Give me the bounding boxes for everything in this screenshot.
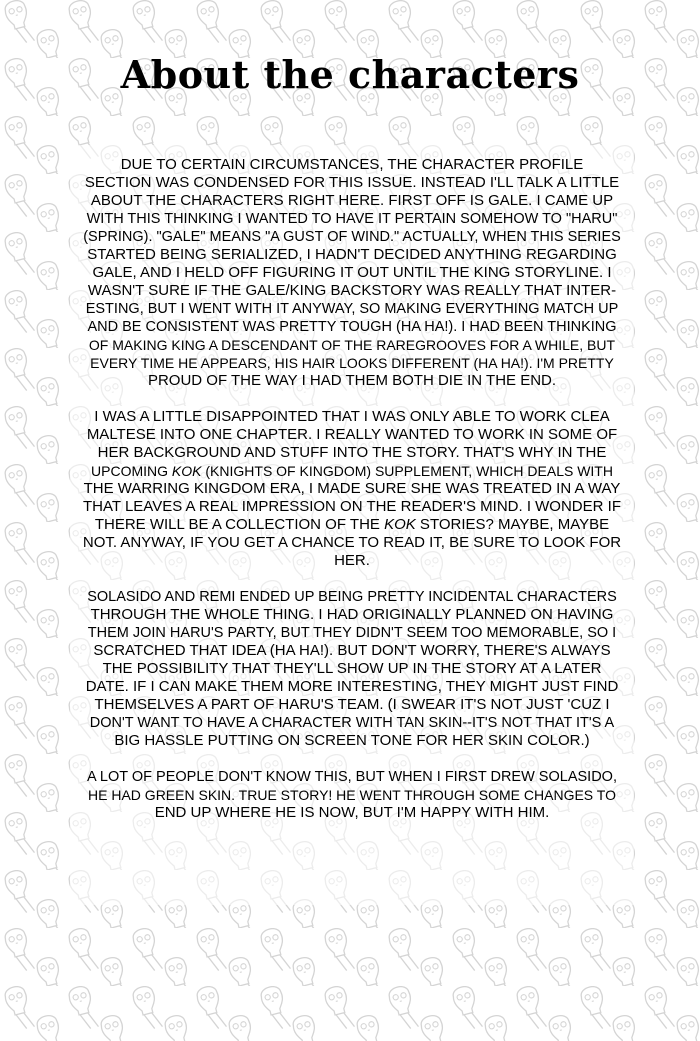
text-line: END UP WHERE HE IS NOW, BUT I'M HAPPY WITH HIM. <box>154 804 550 821</box>
paragraph-solasido-remi <box>82 588 622 750</box>
text-line: STARTED BEING SERIALIZED, I HADN'T DECIDED ANYTHING REGARDING <box>87 246 617 263</box>
paragraph-solasido-skin <box>82 768 622 822</box>
text-line: DUE TO CERTAIN CIRCUMSTANCES, THE CHARACTER PROFILE <box>120 156 584 173</box>
text-line: DATE. IF I CAN MAKE THEM MORE INTERESTING, THEY MIGHT JUST FIND <box>85 678 619 695</box>
text-line: THROUGH THE WHOLE THING. I HAD ORIGINALLY PLANNED ON HAVING <box>90 606 614 623</box>
text-line: HE HAD GREEN SKIN. TRUE STORY! HE WENT THROUGH SOME CHANGES TO <box>88 787 616 803</box>
text-line: SECTION WAS CONDENSED FOR THIS ISSUE. INSTEAD I'LL TALK A LITTLE <box>84 174 620 191</box>
text-line: THEM JOIN HARU'S PARTY, BUT THEY DIDN'T SEEM TOO MEMORABLE, SO I <box>87 625 617 641</box>
text-line: THE POSSIBILITY THAT THEY'LL SHOW UP IN THE STORY AT A LATER <box>102 660 602 677</box>
paragraph-clea <box>82 408 622 570</box>
text-line: I WAS A LITTLE DISAPPOINTED THAT I WAS ONLY ABLE TO WORK CLEA <box>94 408 610 425</box>
text-line: EVERY TIME HE APPEARS, HIS HAIR LOOKS DIFFERENT (HA HA!). I'M PRETTY <box>90 355 614 371</box>
text-line: A LOT OF PEOPLE DON'T KNOW THIS, BUT WHEN I FIRST DREW SOLASIDO, <box>87 769 617 785</box>
text-line: BIG HASSLE PUTTING ON SCREEN TONE FOR HER SKIN COLOR.) <box>114 732 590 749</box>
text-line: PROUD OF THE WAY I HAD THEM BOTH DIE IN THE END. <box>147 372 557 389</box>
text-line: AND BE CONSISTENT WAS PRETTY TOUGH (HA HA!). I HAD BEEN THINKING <box>87 319 617 335</box>
text-line: SCRATCHED THAT IDEA (HA HA!). BUT DON'T WORRY, THERE'S ALWAYS <box>93 642 611 659</box>
text-line: THAT LEAVES A REAL IMPRESSION ON THE READER'S MIND. I WONDER IF <box>83 498 621 515</box>
text-line: THE WARRING KINGDOM ERA, I MADE SURE SHE WAS TREATED IN A WAY <box>83 480 621 497</box>
text-line: THERE WILL BE A COLLECTION OF THE KOK STORIES? MAYBE, MAYBE <box>94 516 610 533</box>
text-line: MALTESE INTO ONE CHAPTER. I REALLY WANTED TO WORK IN SOME OF <box>86 426 618 443</box>
text-line: WITH THIS THINKING I WANTED TO HAVE IT PERTAIN SOMEHOW TO "HARU" <box>86 211 618 227</box>
body-text <box>82 156 622 822</box>
text-line: NOT. ANYWAY, IF YOU GET A CHANCE TO READ IT, BE SURE TO LOOK FOR <box>82 534 622 551</box>
text-line: OF MAKING KING A DESCENDANT OF THE RAREGROOVES FOR A WHILE, BUT <box>88 337 616 353</box>
text-line: SOLASIDO AND REMI ENDED UP BEING PRETTY INCIDENTAL CHARACTERS <box>87 589 617 605</box>
text-line: (SPRING). "GALE" MEANS "A GUST OF WIND." ACTUALLY, WHEN THIS SERIES <box>83 229 621 245</box>
text-line: UPCOMING KOK (KNIGHTS OF KINGDOM) SUPPLEMENT, WHICH DEALS WITH <box>91 463 613 479</box>
text-line: ESTING, BUT I WENT WITH IT ANYWAY, SO MAKING EVERYTHING MATCH UP <box>85 301 619 317</box>
text-line: GALE, AND I HELD OFF FIGURING IT OUT UNTIL THE KING STORYLINE. I <box>92 264 612 281</box>
text-line: DON'T WANT TO HAVE A CHARACTER WITH TAN SKIN--IT'S NOT THAT IT'S A <box>89 715 615 731</box>
text-line: HER. <box>334 552 370 569</box>
text-line: THEMSELVES A PART OF HARU'S TEAM. (I SWEAR IT'S NOT JUST 'CUZ I <box>94 696 610 713</box>
page-title: About the characters <box>120 52 580 97</box>
text-line: HER BACKGROUND AND STUFF INTO THE STORY. THAT'S WHY IN THE <box>97 444 607 461</box>
text-line: ABOUT THE CHARACTERS RIGHT HERE. FIRST OFF IS GALE. I CAME UP <box>90 192 614 209</box>
text-line: WASN'T SURE IF THE GALE/KING BACKSTORY WAS REALLY THAT INTER- <box>87 282 617 299</box>
paragraph-gale <box>82 156 622 390</box>
